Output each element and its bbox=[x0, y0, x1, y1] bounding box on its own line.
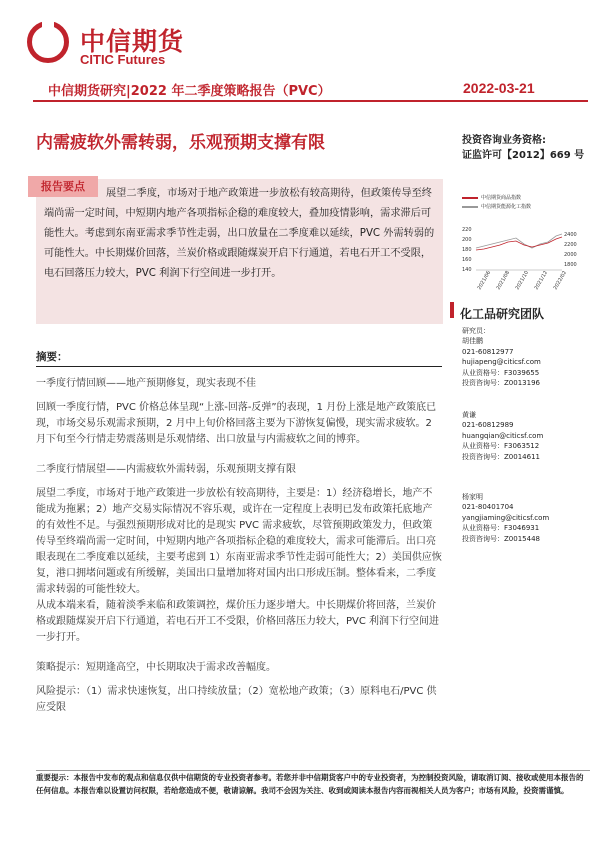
analyst-cert: 从业资格号：F3039655 bbox=[462, 368, 540, 377]
summary-p4: 展望二季度，市场对于地产政策进一步放松有较高期待，主要是：1）经济稳增长，地产不能成为拖累；2）地产交易实际情况不容乐观，或许在一定程度上表明已发布政策托底地产的有效性不足。与强烈预期形成对比的是现实 PVC 需求疲软，尽管预期政策发力，但政策传导至终端尚需一定时间，中短期内地产各项指标企稳的难度较大，需求可能滞后。出口亮眼表现在二季度难以延续，主要考虑到 1）东南亚需求季节性走弱可能性大；2）美国供应恢复，港口拥堵问题或有所缓解，美国出口量增加将对国内出口形成压制。整体看来，二季度需求转弱的可能性较大。 bbox=[36, 488, 442, 595]
legend-item-commodity: 中信期货商品指数 bbox=[462, 194, 582, 203]
legend-item-energy: 中信期货能源化工指数 bbox=[462, 203, 582, 212]
ytick: 220 bbox=[462, 227, 472, 233]
analyst-phone: 021-80401704 bbox=[462, 503, 514, 512]
footer-divider bbox=[36, 770, 590, 771]
summary-p5: 从成本端来看，随着淡季来临和政策调控，煤价压力逐步增大。中长期煤价将回落，兰炭价格或跟随煤炭开启下行通道，若电石开工不受限，价格回落压力较大，PVC 利润下行空间进一步打开。 bbox=[36, 600, 440, 643]
ytick: 200 bbox=[462, 237, 472, 243]
series-commodity bbox=[476, 237, 562, 250]
analyst-name: 杨家明 bbox=[462, 493, 483, 501]
keypoint-text: 展望二季度，市场对于地产政策进一步放松有较高期待，但政策传导至终端尚需一定时间，中短期内地产各项指标企稳的难度较大，叠加疫情影响，需求滞后可能性大。考虑到东南亚需求季节性走弱，出口放量在二季度难以延续，PVC 外需转弱的可能性大。中长期煤价回落，兰炭价格或跟随煤炭开启下行通道，若电石开工不受限，电石回落压力较大，PVC 利润下行空间进一步打开。 bbox=[44, 188, 435, 279]
logo-cn: 中信期货 bbox=[80, 27, 185, 56]
analyst-cert: 从业资格号：F3063512 bbox=[462, 442, 540, 451]
summary-label: 摘要： bbox=[36, 351, 68, 363]
y2tick: 2400 bbox=[564, 232, 577, 238]
analyst-email[interactable]: hujiapeng@citicsf.com bbox=[462, 358, 541, 367]
ytick: 180 bbox=[462, 247, 472, 253]
logo-en: CITIC Futures bbox=[80, 52, 166, 67]
xtick: 2021/10 bbox=[514, 270, 531, 291]
team-title: 化工品研究团队 bbox=[460, 307, 545, 321]
analyst-email[interactable]: yangjiaming@citicsf.com bbox=[462, 513, 550, 522]
y2tick: 2200 bbox=[564, 242, 577, 248]
summary-divider bbox=[36, 366, 442, 367]
y2tick: 2000 bbox=[564, 252, 577, 258]
analyst-advise: 投资咨询号：Z0015448 bbox=[462, 534, 540, 543]
xtick: 2022/02 bbox=[552, 270, 569, 291]
analyst-2 bbox=[462, 410, 543, 462]
ytick: 160 bbox=[462, 257, 472, 263]
keypoint-tag: 报告要点 bbox=[28, 176, 98, 197]
header-divider bbox=[33, 100, 588, 102]
summary-p2: 回顾一季度行情，PVC 价格总体呈现“上涨-回落-反弹”的表现，1 月份上涨是地产政策底已现，市场交易乐观需求预期，2 月中上旬价格回落主要为下游恢复偏慢，现实需求疲软。2 月下旬至今行情走势震荡则是乐观情绪、出口放量与内需疲软之间的博弈。 bbox=[36, 402, 437, 445]
analyst-name: 胡佳鹏 bbox=[462, 337, 483, 346]
analyst-cert: 从业资格号：F3046931 bbox=[462, 524, 540, 533]
summary-p7: 风险提示：（1）需求快速恢复，出口持续放量；（2）宽松地产政策；（3）原料电石/PVC 供应受限 bbox=[36, 686, 437, 713]
analyst-1 bbox=[462, 326, 541, 388]
analyst-phone: 021-60812977 bbox=[462, 347, 514, 356]
summary-p3: 二季度行情展望——内需疲软外需转弱，乐观预期支撑有限 bbox=[36, 464, 296, 475]
analyst-3 bbox=[462, 492, 549, 544]
team-bar bbox=[450, 302, 454, 318]
xtick: 2021/06 bbox=[476, 270, 493, 291]
report-series: 中信期货研究|2022 年二季度策略报告（PVC） bbox=[48, 84, 331, 99]
ytick: 140 bbox=[462, 267, 472, 273]
footer-disclaimer: 重要提示：本报告中发布的观点和信息仅供中信期货的专业投资者参考。若您并非中信期货客户中的专业投资者，为控制投资风险，请取消订阅、接收或使用本报告的任何信息。本报告难以设置访问权限，若给您造成不便，敬请谅解。我司不会因为关注、收到或阅读本报告内容而视相关人员为客户；市场有风险，投资需谨慎。 bbox=[36, 773, 584, 795]
chart-legend bbox=[462, 194, 582, 212]
analyst-role: 研究员： bbox=[462, 327, 490, 335]
series-energy bbox=[476, 234, 562, 248]
y2tick: 1800 bbox=[564, 262, 577, 268]
logo-mark bbox=[27, 21, 69, 63]
analyst-advise: 投资咨询号：Z0013196 bbox=[462, 379, 540, 388]
summary-p1: 一季度行情回顾——地产预期修复，现实表现不佳 bbox=[36, 378, 256, 389]
page-title: 内需疲软外需转弱，乐观预期支撑有限 bbox=[36, 133, 325, 153]
xtick: 2021/12 bbox=[533, 270, 550, 291]
summary-p6: 策略提示：短期逢高空，中长期取决于需求改善幅度。 bbox=[36, 662, 276, 673]
xtick: 2021/08 bbox=[495, 270, 512, 291]
qualification-line1: 投资咨询业务资格: bbox=[462, 135, 546, 146]
analyst-advise: 投资咨询号：Z0014611 bbox=[462, 452, 540, 461]
analyst-name: 黄谦 bbox=[462, 411, 476, 419]
index-chart bbox=[462, 214, 578, 294]
analyst-email[interactable]: huangqian@citicsf.com bbox=[462, 431, 544, 440]
analyst-phone: 021-60812989 bbox=[462, 421, 514, 430]
report-date: 2022-03-21 bbox=[463, 80, 535, 96]
qualification-line2: 证监许可【2012】669 号 bbox=[462, 150, 585, 161]
